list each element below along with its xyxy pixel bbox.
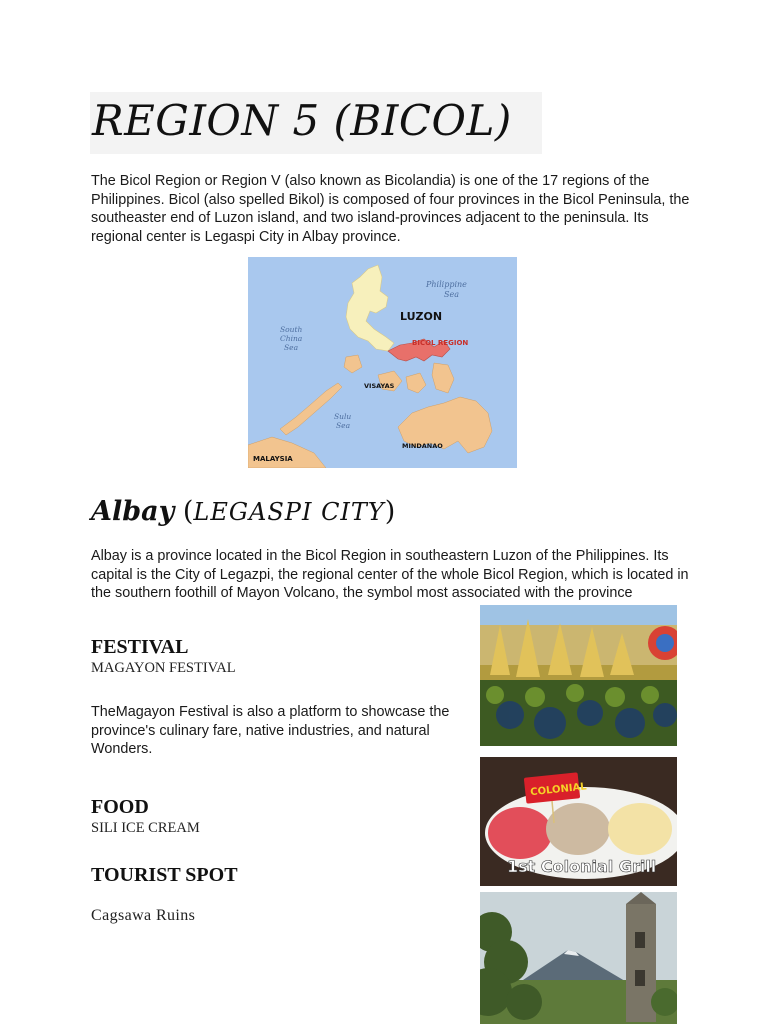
albay-heading-main: Albay xyxy=(91,496,175,527)
map-label-philippine-sea-1: Philippine xyxy=(426,280,467,289)
albay-description: Albay is a province located in the Bicol Region in southeastern Luzon of the Philippines. Its capital is the City of Legazpi, the regional center of the whole Bicol Region, which is located in the southern foothill of Mayon Volcano, the symbol most associated with the province xyxy=(91,548,689,601)
albay-heading xyxy=(91,496,395,527)
map-label-philippine-sea-2: Sea xyxy=(444,290,459,299)
map-label-malaysia: MALAYSIA xyxy=(253,455,293,463)
map-label-bicol-region: BICOL REGION xyxy=(412,339,469,347)
food-name: SILI ICE CREAM xyxy=(91,820,200,836)
albay-heading-open-paren: ( xyxy=(174,496,194,527)
festival-heading: FESTIVAL xyxy=(91,636,189,658)
albay-heading-sub: LEGASPI CITY xyxy=(193,498,385,526)
tourist-spot-heading: TOURIST SPOT xyxy=(91,864,238,886)
tourist-spot-name: Cagsawa Ruins xyxy=(91,907,196,924)
food-heading: FOOD xyxy=(91,796,149,818)
map-label-south-china-1: South xyxy=(280,325,303,334)
map-label-mindanao: MINDANAO xyxy=(402,442,443,450)
map-label-south-china-3: Sea xyxy=(284,343,299,352)
page-title: REGION 5 (BICOL) xyxy=(92,96,512,145)
festival-photo xyxy=(480,605,677,746)
albay-heading-close-paren: ) xyxy=(384,496,396,527)
intro-paragraph: The Bicol Region or Region V (also known as Bicolandia) is one of the 17 regions of the Philippines. Bicol (also spelled Bikol) is composed of four provinces in the Bicol Peninsula, the southeaster end of Luzon island, and two island-provinces adjacent to the peninsula. Its regional center is Legaspi City in Albay province. xyxy=(91,173,690,245)
tourist-spot-photo xyxy=(480,892,677,1024)
map-graphic xyxy=(248,257,517,468)
philippines-map xyxy=(248,257,517,468)
map-label-visayas: VISAYAS xyxy=(364,382,395,390)
map-label-sulu-2: Sea xyxy=(336,421,351,430)
map-label-luzon: LUZON xyxy=(400,310,443,323)
food-photo-flag: COLONIAL xyxy=(529,781,588,799)
festival-description: TheMagayon Festival is also a platform to showcase the province's culinary fare, native industries, and natural Wonders. xyxy=(91,704,450,757)
map-label-sulu-1: Sulu xyxy=(334,412,352,421)
map-label-south-china-2: China xyxy=(280,334,303,343)
festival-name: MAGAYON FESTIVAL xyxy=(91,660,236,676)
food-photo-caption: 1st Colonial Grill xyxy=(507,857,657,876)
food-photo xyxy=(480,757,677,886)
